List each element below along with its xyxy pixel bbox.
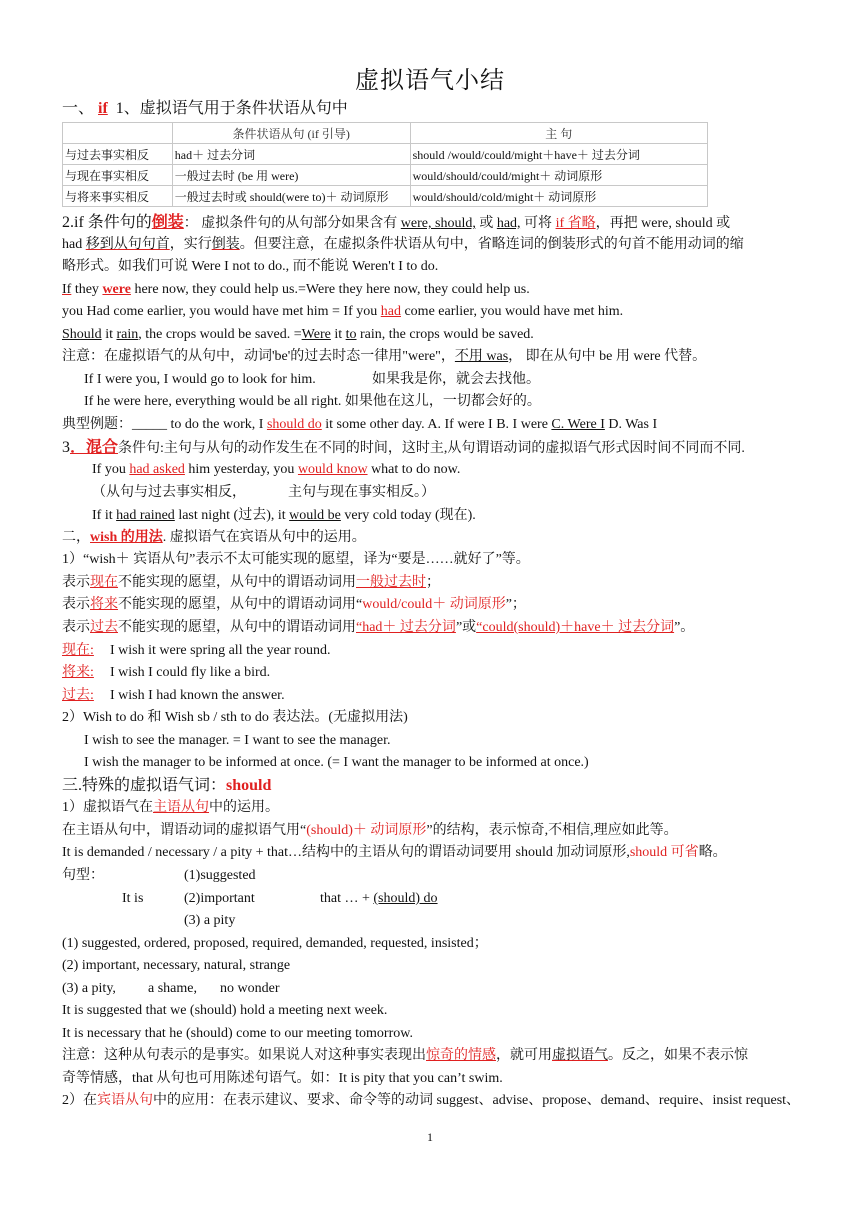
table-header-main: 主 句 — [410, 123, 707, 144]
text: 。但要注意，在虚拟条件状语从句中，省略连词的倒装形式的句首不能用动词的缩 — [239, 237, 744, 252]
text: (should)＋ 动词原形 — [306, 823, 427, 838]
typical-example — [62, 414, 802, 436]
table-cell: would/should/cold/might＋ 动词原形 — [410, 186, 707, 207]
text: (1)suggested — [184, 868, 256, 883]
text: 将来 — [90, 597, 118, 612]
example-line: It is suggested that we (should) hold a meeting next week. — [62, 1003, 388, 1018]
text: no wonder — [220, 981, 280, 996]
text: 。反之，如果不表示惊 — [608, 1048, 748, 1063]
text: If I were you, I would go to look for him. — [84, 372, 316, 387]
text: “had＋ 过去分词 — [356, 620, 456, 635]
example-line — [84, 369, 824, 391]
inversion-keyword: 倒装 — [151, 214, 184, 231]
section-1-heading — [62, 98, 802, 120]
text: 主句与现在事实相反。） — [288, 485, 435, 500]
text: you Had come earlier, you would have met him = If you — [62, 304, 381, 319]
table-row — [63, 165, 708, 186]
mixed-heading — [62, 437, 802, 460]
text: If it — [92, 508, 117, 523]
text: It is demanded / necessary / a pity + that…结构中的主语从句的谓语动词要用 should 加动词原形, — [62, 845, 630, 860]
text: 不能实现的愿望，从句中的谓语动词用 — [118, 575, 356, 590]
text: come earlier, you would have met him. — [400, 304, 624, 319]
wish-example — [62, 662, 802, 684]
text: 中的应用：在表示建议、要求、命令等的动词 suggest、advise、propose、demand、require、insist request、 — [153, 1093, 801, 1108]
example-line — [92, 459, 832, 481]
table-cell: 一般过去时或 should(were to)＋ 动词原形 — [172, 186, 410, 207]
text: If he were here, everything would be all right. — [84, 394, 342, 409]
text: （从句与过去事实相反， — [92, 485, 246, 500]
table-cell — [63, 123, 173, 144]
example-line — [84, 391, 824, 413]
text: It is — [122, 891, 144, 906]
example-line — [62, 279, 802, 301]
text: they — [71, 282, 103, 297]
table-row — [63, 186, 708, 207]
table-cell: would/should/could/might＋ 动词原形 — [410, 165, 707, 186]
text: . 虚拟语气在宾语从句中的运用。 — [162, 530, 366, 545]
text: 表示 — [62, 620, 90, 635]
text: had — [62, 237, 86, 252]
table-cell: 一般过去时 (be 用 were) — [172, 165, 410, 186]
text: should do — [266, 417, 322, 432]
wish-heading — [62, 527, 802, 549]
text: 不用 was — [454, 349, 509, 364]
text: it — [330, 327, 346, 342]
table-row — [63, 144, 708, 165]
example-line: It is necessary that he (should) come to our meeting tomorrow. — [62, 1026, 413, 1041]
text: 不能实现的愿望，从句中的谓语动词用 — [118, 620, 356, 635]
text: If you — [92, 462, 130, 477]
wish-line: 2）Wish to do 和 Wish sb / sth to do 表达法。(无虚拟用法) — [62, 710, 408, 725]
translation: 如果他在这儿，一切都会好的。 — [344, 394, 541, 409]
text: 注意：在虚拟语气的从句中，动词'be'的过去时态一律用"were"， — [62, 349, 455, 364]
mixed-keyword: ．混合 — [70, 439, 119, 456]
text: should 可省 — [629, 845, 699, 860]
text: 移到从句句首 — [85, 237, 170, 252]
text: D. Was I — [604, 417, 658, 432]
text: , the crops would be saved. = — [138, 327, 302, 342]
note-line — [62, 1045, 802, 1067]
pattern-line — [62, 910, 802, 932]
wish-line — [62, 594, 802, 616]
list-line: (1) suggested, ordered, proposed, required, demanded, requested, insisted； — [62, 936, 488, 951]
inversion-line-2 — [62, 234, 802, 256]
wish-example: I wish the manager to be informed at once. (= I want the manager to be informed at once.) — [84, 755, 589, 770]
text: 将来: — [62, 665, 94, 680]
text: 三.特殊的虚拟语气词： — [62, 777, 227, 794]
text: him yesterday, you — [184, 462, 298, 477]
example-note — [92, 482, 832, 504]
text: (should) do — [373, 891, 438, 906]
text: had, — [496, 216, 521, 231]
text: 可将 — [520, 216, 556, 231]
text: 中的运用。 — [209, 800, 279, 815]
text: last night (过去), it — [174, 508, 290, 523]
text: I wish I could fly like a bird. — [110, 665, 271, 680]
text: 现在 — [90, 575, 118, 590]
text: ”的结构，表示惊奇,不相信,理应如此等。 — [426, 823, 678, 838]
example-line — [62, 301, 802, 323]
text: to do the work, I — [167, 417, 267, 432]
text: would be — [289, 508, 341, 523]
note-line — [62, 346, 802, 368]
wish-example: I wish to see the manager. = I want to see the manager. — [84, 733, 391, 748]
text: here now, they could help us.=Were they here now, they could help us. — [130, 282, 530, 297]
table-cell: 与将来事实相反 — [63, 186, 173, 207]
text: 二， — [62, 530, 90, 545]
pattern-line — [62, 888, 802, 910]
text: 1）虚拟语气在 — [62, 800, 153, 815]
text: that … + — [320, 891, 374, 906]
example-line — [62, 324, 802, 346]
answer: C. Were I — [551, 417, 605, 432]
text: Should — [62, 327, 102, 342]
text: were, should, — [400, 216, 476, 231]
text: ， 即在从句中 be 用 were 代替。 — [508, 349, 707, 364]
text: 表示 — [62, 575, 90, 590]
text: it — [101, 327, 117, 342]
text: ”； — [505, 597, 526, 612]
should-line — [62, 797, 802, 819]
text: I wish it were spring all the year round. — [110, 643, 331, 658]
text: ； — [426, 575, 440, 590]
section-number: 一、 — [62, 100, 95, 117]
list-line — [62, 978, 802, 1000]
text: (2)important — [184, 891, 255, 906]
example-line — [92, 505, 832, 527]
text: very cold today (现在). — [340, 508, 476, 523]
text: 主语从句 — [153, 800, 209, 815]
text: ”。 — [674, 620, 695, 635]
if-keyword: if — [98, 100, 108, 117]
text: 倒装 — [211, 237, 240, 252]
text: 现在: — [62, 643, 94, 658]
text: 典型例题： — [62, 417, 132, 432]
text: 条件句:主句与从句的动作发生在不同的时间，这时主,从句谓语动词的虚拟语气形式因时间不同而不同. — [118, 441, 745, 456]
inversion-line-3: 略形式。如我们可说 Were I not to do., 而不能说 Weren't I to do. — [62, 259, 439, 274]
text: ： 虚拟条件句的从句部分如果含有 — [183, 216, 401, 231]
text: (3) a pity, — [62, 981, 116, 996]
text: 一般过去时 — [356, 575, 426, 590]
text: were — [102, 282, 131, 297]
translation: 如果我是你，就会去找他。 — [372, 372, 540, 387]
wish-line — [62, 572, 802, 594]
text: 或 — [475, 216, 497, 231]
text: to — [345, 327, 357, 342]
text: 过去 — [90, 620, 118, 635]
text: 2）在 — [62, 1093, 97, 1108]
text: Were — [301, 327, 331, 342]
page-number: 1 — [427, 1130, 433, 1144]
table-cell: had＋ 过去分词 — [172, 144, 410, 165]
should-keyword: should — [226, 777, 272, 794]
table-cell: 与过去事实相反 — [63, 144, 173, 165]
text: if 省略 — [555, 216, 596, 231]
wish-line — [62, 617, 802, 639]
inversion-line-1 — [62, 212, 802, 235]
text: 表示 — [62, 597, 90, 612]
text: If — [62, 282, 72, 297]
note-line: 奇等情感，that 从句也可用陈述句语气。如：It is pity that you can’t swim. — [62, 1071, 503, 1086]
table-header-row — [63, 123, 708, 144]
list-line: (2) important, necessary, natural, strange — [62, 958, 291, 973]
text: ”或 — [455, 620, 477, 635]
text: ，实行 — [169, 237, 212, 252]
text: “could(should)＋have＋ 过去分词 — [476, 620, 675, 635]
wish-line: 1）“wish＋ 宾语从句”表示不太可能实现的愿望，译为“要是……就好了”等。 — [62, 552, 530, 567]
table-cell: 与现在事实相反 — [63, 165, 173, 186]
text: had — [380, 304, 401, 319]
text: a shame, — [148, 981, 197, 996]
wish-keyword: wish 的用法 — [90, 530, 163, 545]
text: 虚拟语气 — [552, 1048, 608, 1063]
wish-example — [62, 685, 802, 707]
text: (3) a pity — [184, 913, 236, 928]
section-1-title: 1、虚拟语气用于条件状语从句中 — [115, 100, 348, 117]
text: ，就可用 — [496, 1048, 552, 1063]
text: 3 — [62, 439, 70, 456]
text: would/could＋ 动词原形 — [362, 597, 506, 612]
table-cell: should /would/could/might＋have＋ 过去分词 — [410, 144, 707, 165]
text: had asked — [129, 462, 185, 477]
text: had rained — [116, 508, 175, 523]
conditional-table — [62, 122, 708, 207]
text: 2.if 条件句的 — [62, 214, 152, 231]
wish-example — [62, 640, 802, 662]
text: rain — [116, 327, 139, 342]
should-heading — [62, 775, 802, 797]
table-header-clause: 条件状语从句 (if 引导) — [172, 123, 410, 144]
text: 过去: — [62, 688, 94, 703]
text: 略。 — [698, 845, 727, 860]
blank: _____ — [132, 417, 167, 432]
text: 注意：这种从句表示的是事实。如果说人对这种事实表现出 — [62, 1048, 426, 1063]
text: 惊奇的情感 — [426, 1048, 496, 1063]
text: what to do now. — [367, 462, 461, 477]
text: ，再把 were, should 或 — [595, 216, 731, 231]
should-line — [62, 842, 802, 864]
text: it some other day. A. If were I B. I were — [321, 417, 552, 432]
should-line — [62, 820, 802, 842]
text: 在主语从句中，谓语动词的虚拟语气用“ — [62, 823, 307, 838]
page-title: 虚拟语气小结 — [355, 68, 505, 94]
text: 不能实现的愿望，从句中的谓语动词用“ — [118, 597, 363, 612]
text: I wish I had known the answer. — [110, 688, 285, 703]
text: 宾语从句 — [97, 1093, 153, 1108]
text: 句型： — [62, 868, 104, 883]
pattern-line — [62, 865, 802, 887]
object-clause-line — [62, 1090, 802, 1112]
text: would know — [297, 462, 368, 477]
text: rain, the crops would be saved. — [356, 327, 534, 342]
